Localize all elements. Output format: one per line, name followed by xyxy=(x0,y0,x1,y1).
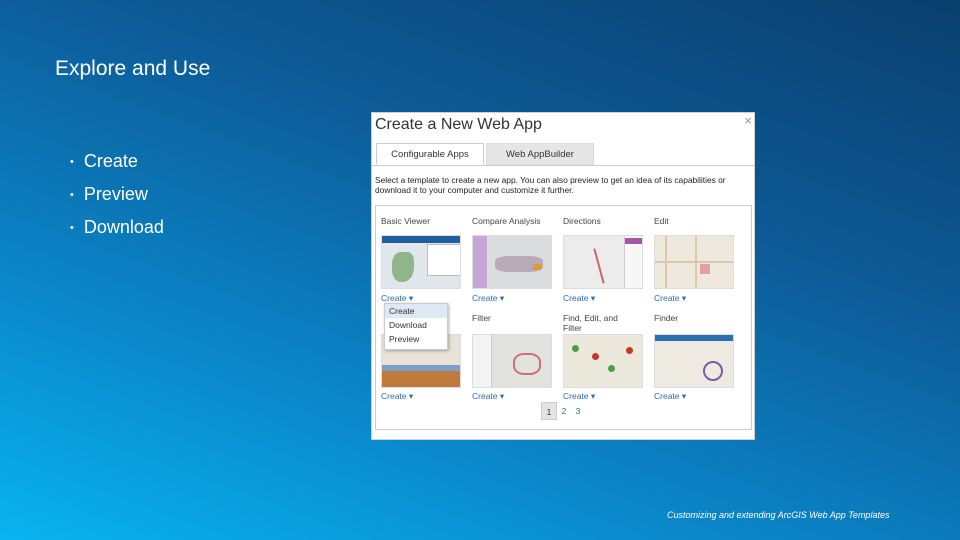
tab-configurable-apps[interactable]: Configurable Apps xyxy=(376,143,484,165)
slide-title: Explore and Use xyxy=(55,57,211,80)
bullet-text: Preview xyxy=(83,184,148,204)
template-name: Compare Analysis xyxy=(472,216,541,226)
dialog-tabs xyxy=(372,143,754,166)
template-thumbnail-basic-viewer[interactable] xyxy=(381,235,461,289)
create-dropdown-button[interactable]: Create ▾ xyxy=(472,391,505,401)
page-1-button[interactable]: 1 xyxy=(541,402,557,420)
create-dropdown-button[interactable]: Create ▾ xyxy=(654,391,687,401)
create-dropdown-button[interactable]: Create ▾ xyxy=(654,293,687,303)
template-thumbnail-compare-analysis[interactable] xyxy=(472,235,552,289)
bullet-item xyxy=(70,211,164,244)
dialog-title: Create a New Web App xyxy=(375,116,542,133)
menu-item-download[interactable]: Download xyxy=(389,320,427,330)
template-thumbnail-filter[interactable] xyxy=(472,334,552,388)
create-options-menu xyxy=(384,303,448,350)
menu-item-create[interactable]: Create xyxy=(385,304,447,318)
template-thumbnail-finder[interactable] xyxy=(654,334,734,388)
bullet-text: Create xyxy=(83,151,138,171)
create-dropdown-button[interactable]: Create ▾ xyxy=(563,391,596,401)
template-name: Directions xyxy=(563,216,601,226)
template-thumbnail-edit[interactable] xyxy=(654,235,734,289)
template-thumbnail-directions[interactable] xyxy=(563,235,643,289)
template-name: Filter xyxy=(472,313,491,323)
page-2-button[interactable]: 2 xyxy=(561,406,567,416)
template-name: Finder xyxy=(654,313,679,323)
dialog-description: Select a template to create a new app. You can also preview to get an idea of its capabilities or download it to your computer and customize it further. xyxy=(375,175,726,195)
template-name: Edit xyxy=(654,216,669,226)
bullet-marker: • xyxy=(70,188,74,201)
template-gallery xyxy=(375,205,752,430)
bullet-text: Download xyxy=(83,217,164,237)
bullet-item xyxy=(70,178,164,211)
create-dropdown-button[interactable]: Create ▾ xyxy=(563,293,596,303)
bullet-list xyxy=(70,145,164,244)
template-name: Find, Edit, and Filter xyxy=(563,313,618,333)
create-dropdown-button[interactable]: Create ▾ xyxy=(472,293,505,303)
template-thumbnail-find-edit-filter[interactable] xyxy=(563,334,643,388)
pagination xyxy=(541,402,585,420)
create-dropdown-button[interactable]: Create ▾ xyxy=(381,391,414,401)
menu-item-preview[interactable]: Preview xyxy=(389,334,420,344)
bullet-item xyxy=(70,145,164,178)
close-icon[interactable]: × xyxy=(744,113,752,128)
page-3-button[interactable]: 3 xyxy=(575,406,581,416)
create-web-app-dialog xyxy=(371,112,755,440)
bullet-marker: • xyxy=(70,221,74,234)
bullet-marker: • xyxy=(70,155,74,168)
create-dropdown-button[interactable]: Create ▾ xyxy=(381,293,414,303)
tab-web-appbuilder[interactable]: Web AppBuilder xyxy=(486,143,594,165)
template-name: Basic Viewer xyxy=(381,216,430,226)
slide-footer: Customizing and extending ArcGIS Web App Templates xyxy=(667,510,890,520)
